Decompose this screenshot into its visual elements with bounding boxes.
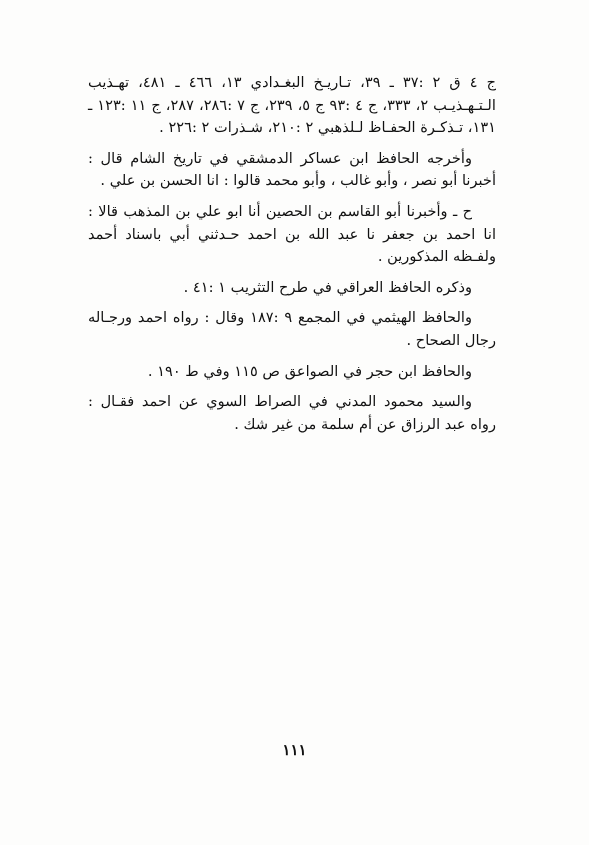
- paragraph-al-haythami: والحافظ الهيثمي في المجمع ٩ :١٨٧ وقال : رواه احمد ورجـاله رجال الصحاح .: [88, 309, 496, 349]
- paragraph-ibn-al-husayn: ح ـ وأخبرنا أبو القاسم بن الحصين أنا ابو علي بن المذهب قالا : انا احمد بن جعفر نا عبد الله بن احمد حـدثني أبي باسناد أحمد ولفـظه المذكورين .: [88, 202, 496, 266]
- body-text: [88, 72, 496, 444]
- paragraph-references: ج ٤ ق ٢ :٣٧ ـ ٣٩، تـاريـخ البغـدادي ١٣، ٤٦٦ ـ ٤٨١، تهـذيب الـتـهـذيـب ٢، ٣٣٣، ج ٤ :٩٣ ج ٥، ٢٣٩، ج ٧ :٢٨٦، ٢٨٧، ج ١١ :١٢٣ ـ ١٣١، تـذكـرة الحفـاظ لـلذهبي ٢ :٢١٠، شـذرات ٢ :٢٢٦ .: [88, 74, 497, 137]
- paragraph-ibn-asakir: وأخرجه الحافظ ابن عساكر الدمشقي في تاريخ الشام قال : أخبرنا أبو نصر ، وأبو غالب ، وأبو محمد قالوا : انا الحسن بن علي .: [88, 149, 496, 190]
- paragraph-al-madani: والسيد محمود المدني في الصراط السوي عن احمد فقـال : رواه عبد الرزاق عن أم سلمة من غير شك .: [88, 393, 496, 433]
- page-number: ١١١: [282, 741, 307, 759]
- paragraph-al-iraqi: وذكره الحافظ العراقي في طرح التثريب ١ :٤١ .: [183, 278, 472, 296]
- paragraph-ibn-hajar: والحافظ ابن حجر في الصواعق ص ١١٥ وفي ط ١٩٠ .: [147, 362, 472, 380]
